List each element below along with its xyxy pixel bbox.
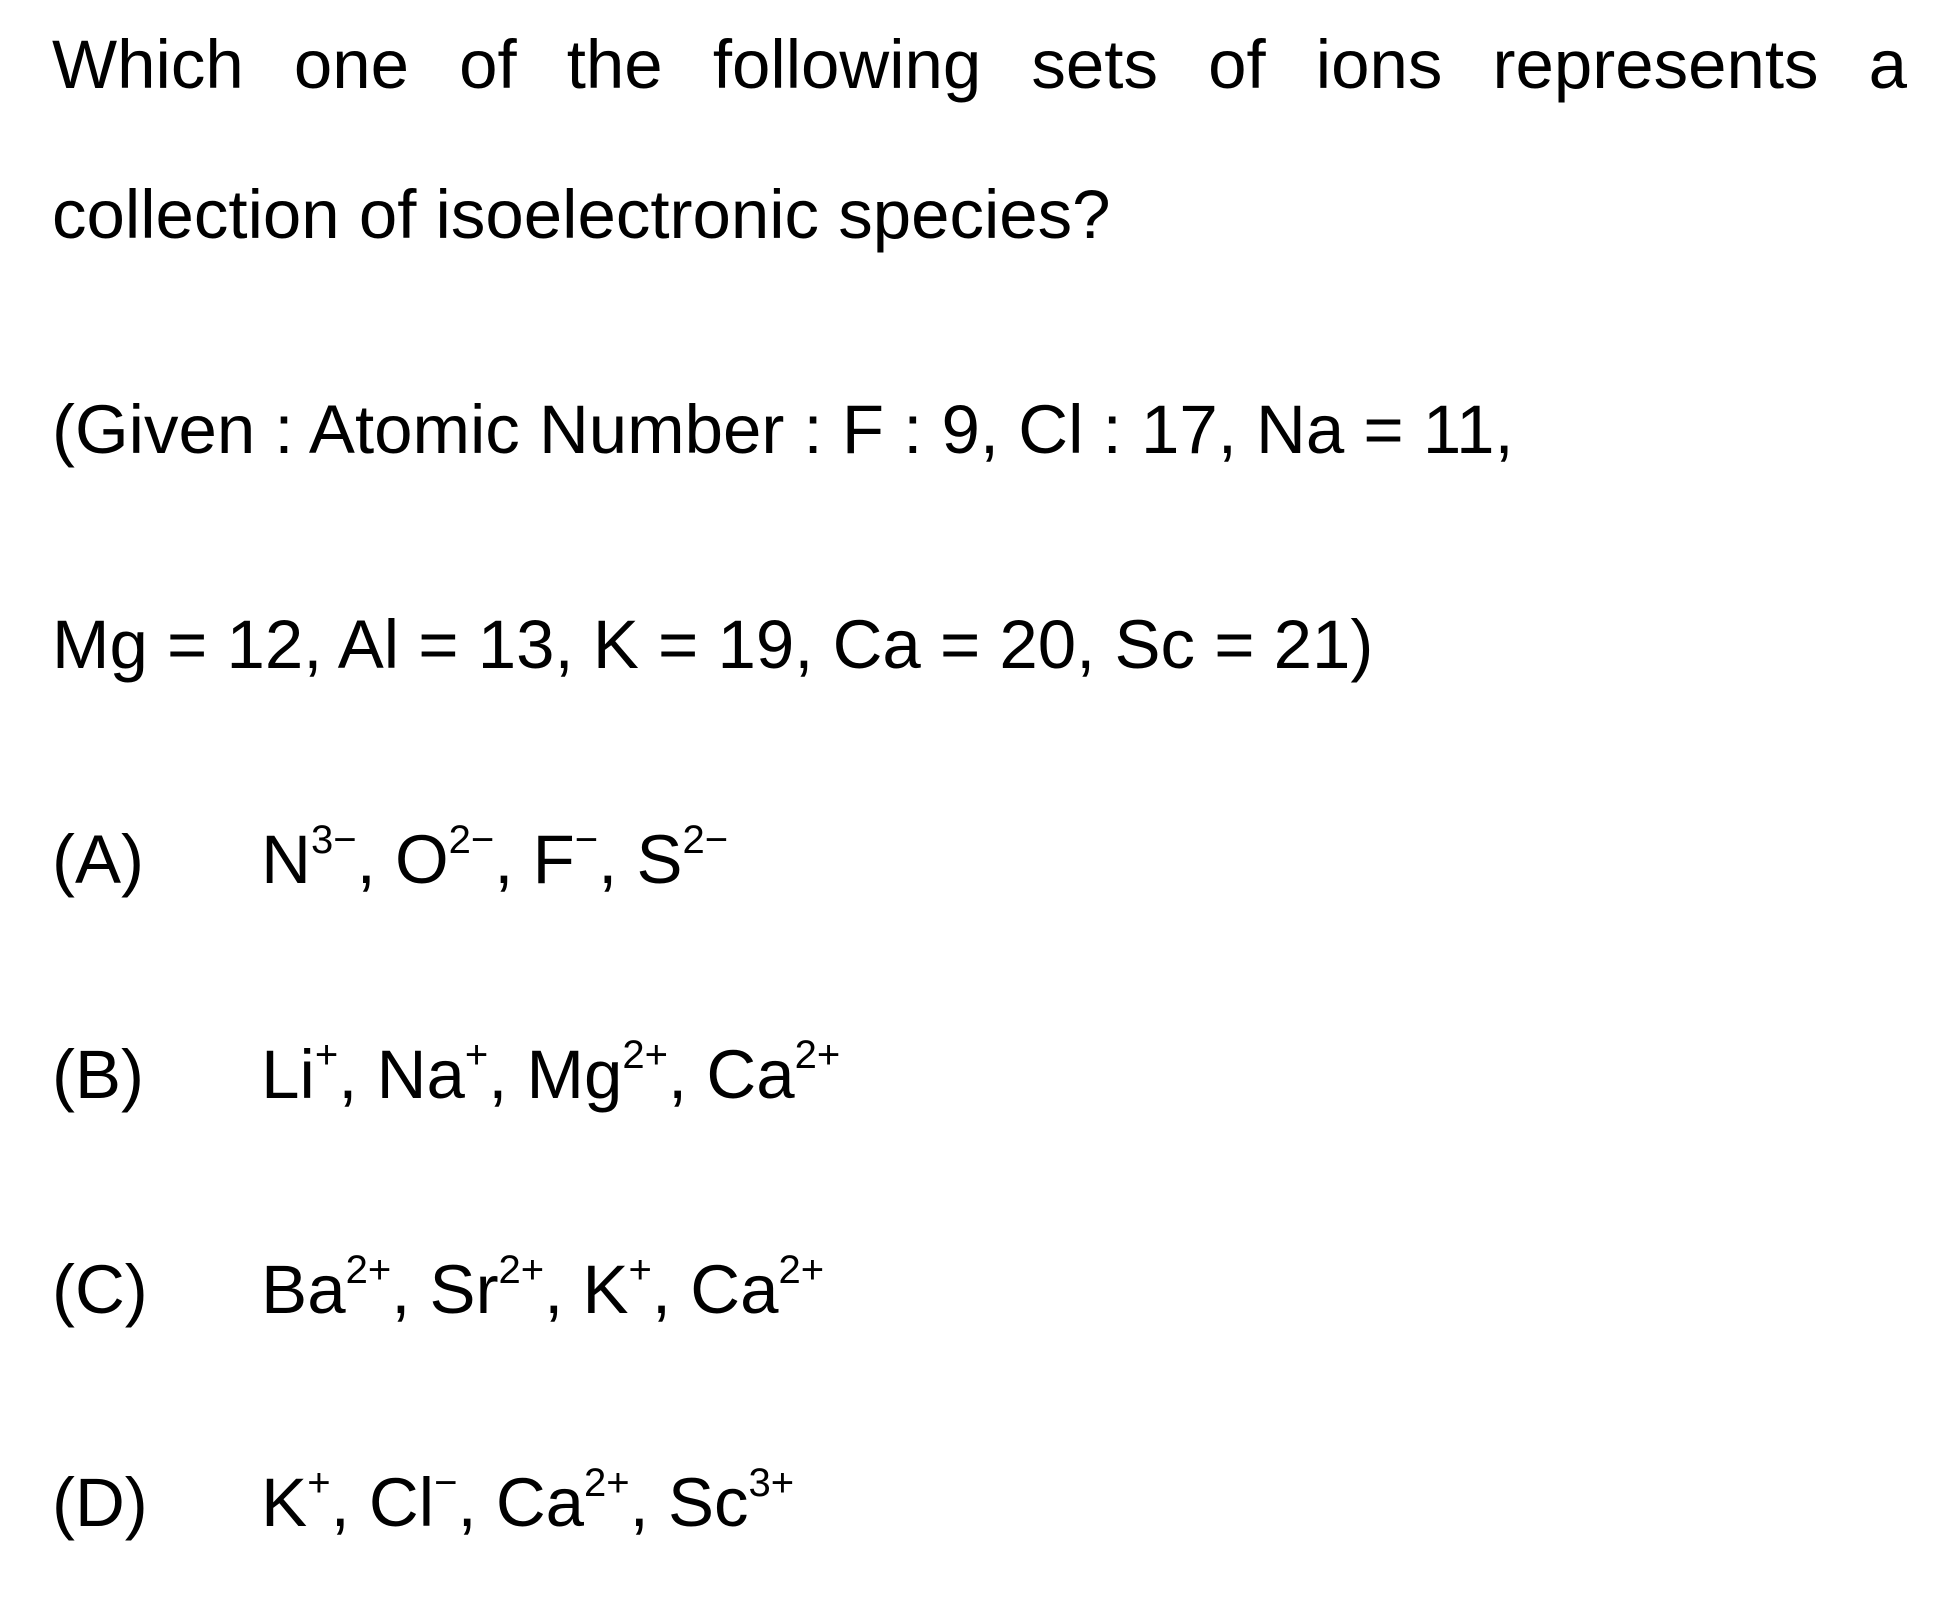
ion bbox=[668, 1461, 795, 1541]
ion-charge: − bbox=[574, 818, 599, 862]
ion-list bbox=[261, 1461, 795, 1541]
ion-symbol: Mg bbox=[526, 1036, 623, 1113]
ion bbox=[582, 1248, 652, 1328]
ion bbox=[261, 1248, 392, 1328]
ion-separator: , bbox=[356, 821, 395, 898]
option-label: (C) bbox=[52, 1251, 148, 1328]
ion bbox=[526, 1033, 669, 1113]
ion-list bbox=[261, 1033, 841, 1113]
option-a[interactable] bbox=[52, 818, 729, 898]
ion bbox=[394, 818, 495, 898]
ion bbox=[261, 818, 357, 898]
ion bbox=[261, 1033, 339, 1113]
ion-charge: 2− bbox=[448, 818, 495, 862]
ion-symbol: S bbox=[636, 821, 683, 898]
ion-symbol: Ca bbox=[706, 1036, 795, 1113]
ion-separator: , bbox=[488, 1036, 527, 1113]
ion-symbol: Na bbox=[376, 1036, 465, 1113]
ion-charge: 3+ bbox=[748, 1461, 795, 1505]
option-b[interactable] bbox=[52, 1033, 841, 1113]
ion-symbol: N bbox=[261, 821, 312, 898]
ion-charge: + bbox=[307, 1461, 331, 1505]
ion-charge: + bbox=[464, 1033, 489, 1077]
ion-charge: 3− bbox=[311, 818, 357, 862]
ion bbox=[636, 818, 729, 898]
option-c[interactable] bbox=[52, 1248, 825, 1328]
ion-symbol: Sr bbox=[429, 1251, 499, 1328]
ion-symbol: K bbox=[582, 1251, 629, 1328]
ion-separator: , bbox=[629, 1464, 668, 1541]
ion-separator: , bbox=[391, 1251, 430, 1328]
ion-separator: , bbox=[338, 1036, 377, 1113]
ion-symbol: Ca bbox=[495, 1464, 585, 1541]
ion bbox=[532, 818, 599, 898]
ion-separator: , bbox=[457, 1464, 496, 1541]
option-label: (B) bbox=[52, 1036, 144, 1113]
ion-charge: 2+ bbox=[794, 1033, 841, 1077]
ion-symbol: Ca bbox=[690, 1251, 779, 1328]
ion-charge: 2+ bbox=[584, 1461, 630, 1505]
given-line-1: (Given : Atomic Number : F : 9, Cl : 17, Na = 11, bbox=[52, 391, 1514, 468]
ion-list bbox=[261, 1248, 825, 1328]
ion bbox=[495, 1461, 630, 1541]
ion-charge: 2+ bbox=[778, 1248, 825, 1292]
option-label: (A) bbox=[52, 821, 144, 898]
ion-separator: , bbox=[330, 1464, 369, 1541]
ion-symbol: Ba bbox=[261, 1251, 346, 1328]
given-line-2: Mg = 12, Al = 13, K = 19, Ca = 20, Sc = 21) bbox=[52, 606, 1374, 683]
ion-separator: , bbox=[668, 1036, 707, 1113]
ion-separator: , bbox=[494, 821, 533, 898]
ion-charge: 2+ bbox=[498, 1248, 545, 1292]
ion-charge: − bbox=[434, 1461, 458, 1505]
ion-symbol: Cl bbox=[368, 1464, 435, 1541]
option-label: (D) bbox=[52, 1464, 148, 1541]
ion bbox=[376, 1033, 489, 1113]
ion-symbol: K bbox=[261, 1464, 308, 1541]
ion-separator: , bbox=[598, 821, 637, 898]
ion-charge: 2− bbox=[682, 818, 729, 862]
ion-charge: 2+ bbox=[345, 1248, 392, 1292]
ion-symbol: Sc bbox=[668, 1464, 749, 1541]
ion bbox=[429, 1248, 545, 1328]
ion-charge: + bbox=[628, 1248, 652, 1292]
ion-charge: 2+ bbox=[622, 1033, 669, 1077]
ion bbox=[368, 1461, 458, 1541]
ion-symbol: Li bbox=[261, 1036, 315, 1113]
ion-separator: , bbox=[651, 1251, 691, 1328]
question-line-1: Which one of the following sets of ions represents a bbox=[52, 26, 1907, 103]
ion-charge: + bbox=[314, 1033, 339, 1077]
ion bbox=[690, 1248, 825, 1328]
ion bbox=[261, 1461, 331, 1541]
ion-symbol: O bbox=[394, 821, 449, 898]
ion bbox=[706, 1033, 841, 1113]
question-line-2: collection of isoelectronic species? bbox=[52, 176, 1111, 253]
ion-list bbox=[261, 818, 729, 898]
ion-symbol: F bbox=[532, 821, 575, 898]
option-d[interactable] bbox=[52, 1461, 795, 1541]
ion-separator: , bbox=[544, 1251, 583, 1328]
